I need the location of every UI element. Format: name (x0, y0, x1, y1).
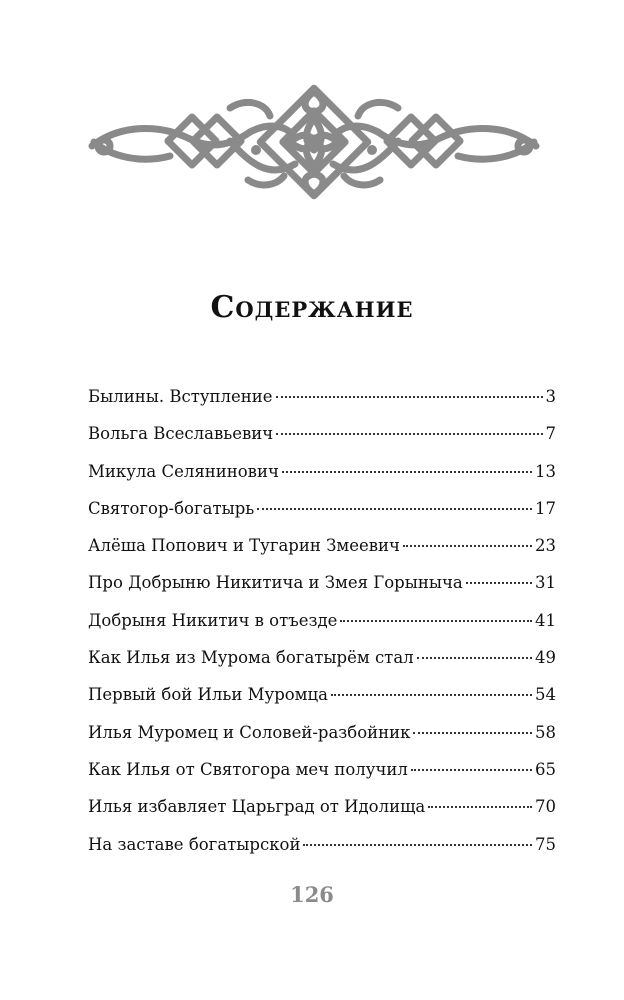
toc-entry-page: 7 (545, 424, 556, 444)
toc-entry-title: Былины. Вступление (88, 387, 273, 406)
toc-entry-page: 13 (535, 461, 556, 481)
toc-entry[interactable] (88, 602, 556, 639)
toc-dot-leader (257, 508, 532, 510)
toc-entry-title: Как Илья от Святогора меч получил (88, 759, 408, 779)
toc-entry-title: На заставе богатырской (88, 834, 301, 854)
toc-entry-page: 54 (535, 685, 556, 705)
page-number: 126 (290, 882, 334, 907)
toc-dot-leader (276, 396, 543, 398)
toc-entry[interactable] (88, 490, 556, 527)
toc-entry-page: 17 (535, 498, 556, 518)
toc-entry[interactable] (88, 826, 556, 863)
toc-entry-title: Микула Селянинович (88, 461, 279, 481)
toc-entry-page: 3 (545, 387, 556, 406)
toc-entry[interactable] (88, 378, 556, 415)
toc-dot-leader (276, 433, 542, 435)
toc-entry-title: Илья избавляет Царьград от Идолища (88, 797, 426, 817)
decorative-ornament (80, 84, 548, 202)
toc-entry-title: Как Илья из Мурома богатырём стал (88, 648, 414, 668)
toc-entry[interactable] (88, 788, 556, 825)
toc-entry-page: 70 (535, 797, 556, 817)
toc-entry-page: 65 (535, 759, 556, 779)
toc-entry[interactable] (88, 676, 556, 713)
toc-entry-page: 49 (535, 648, 556, 668)
toc-dot-leader (428, 806, 532, 808)
toc-entry-title: Вольга Всеславьевич (88, 424, 274, 444)
toc-entry-page: 23 (535, 536, 556, 556)
toc-entry-page: 75 (535, 834, 556, 854)
toc-dot-leader (303, 844, 532, 846)
toc-dot-leader (340, 620, 532, 622)
toc-dot-leader (417, 657, 532, 659)
toc-dot-leader (411, 769, 532, 771)
toc-dot-leader (403, 545, 532, 547)
toc-dot-leader (466, 582, 532, 584)
toc-entry-page: 58 (535, 722, 556, 742)
toc-entry-title: Алёша Попович и Тугарин Змеевич (88, 536, 400, 556)
toc-entry[interactable] (88, 751, 556, 788)
toc-entry-title: Илья Муромец и Соловей-разбойник (88, 722, 411, 742)
toc-entry[interactable] (88, 527, 556, 564)
toc-entry-title: Первый бой Ильи Муромца (88, 685, 328, 705)
toc-entry-page: 31 (535, 573, 556, 593)
toc-dot-leader (282, 471, 532, 473)
toc-entry[interactable] (88, 564, 556, 601)
toc-dot-leader (413, 732, 532, 734)
page-title: Содержание (210, 290, 414, 325)
toc-entry[interactable] (88, 639, 556, 676)
toc-entry-title: Добрыня Никитич в отъезде (88, 610, 338, 630)
table-of-contents (88, 378, 556, 863)
toc-entry-title: Святогор-богатырь (88, 498, 255, 518)
toc-entry[interactable] (88, 453, 556, 490)
toc-entry-title: Про Добрыню Никитича и Змея Горыныча (88, 573, 463, 593)
toc-dot-leader (331, 694, 532, 696)
toc-entry[interactable] (88, 415, 556, 452)
toc-entry[interactable] (88, 714, 556, 751)
toc-entry-page: 41 (535, 610, 556, 630)
